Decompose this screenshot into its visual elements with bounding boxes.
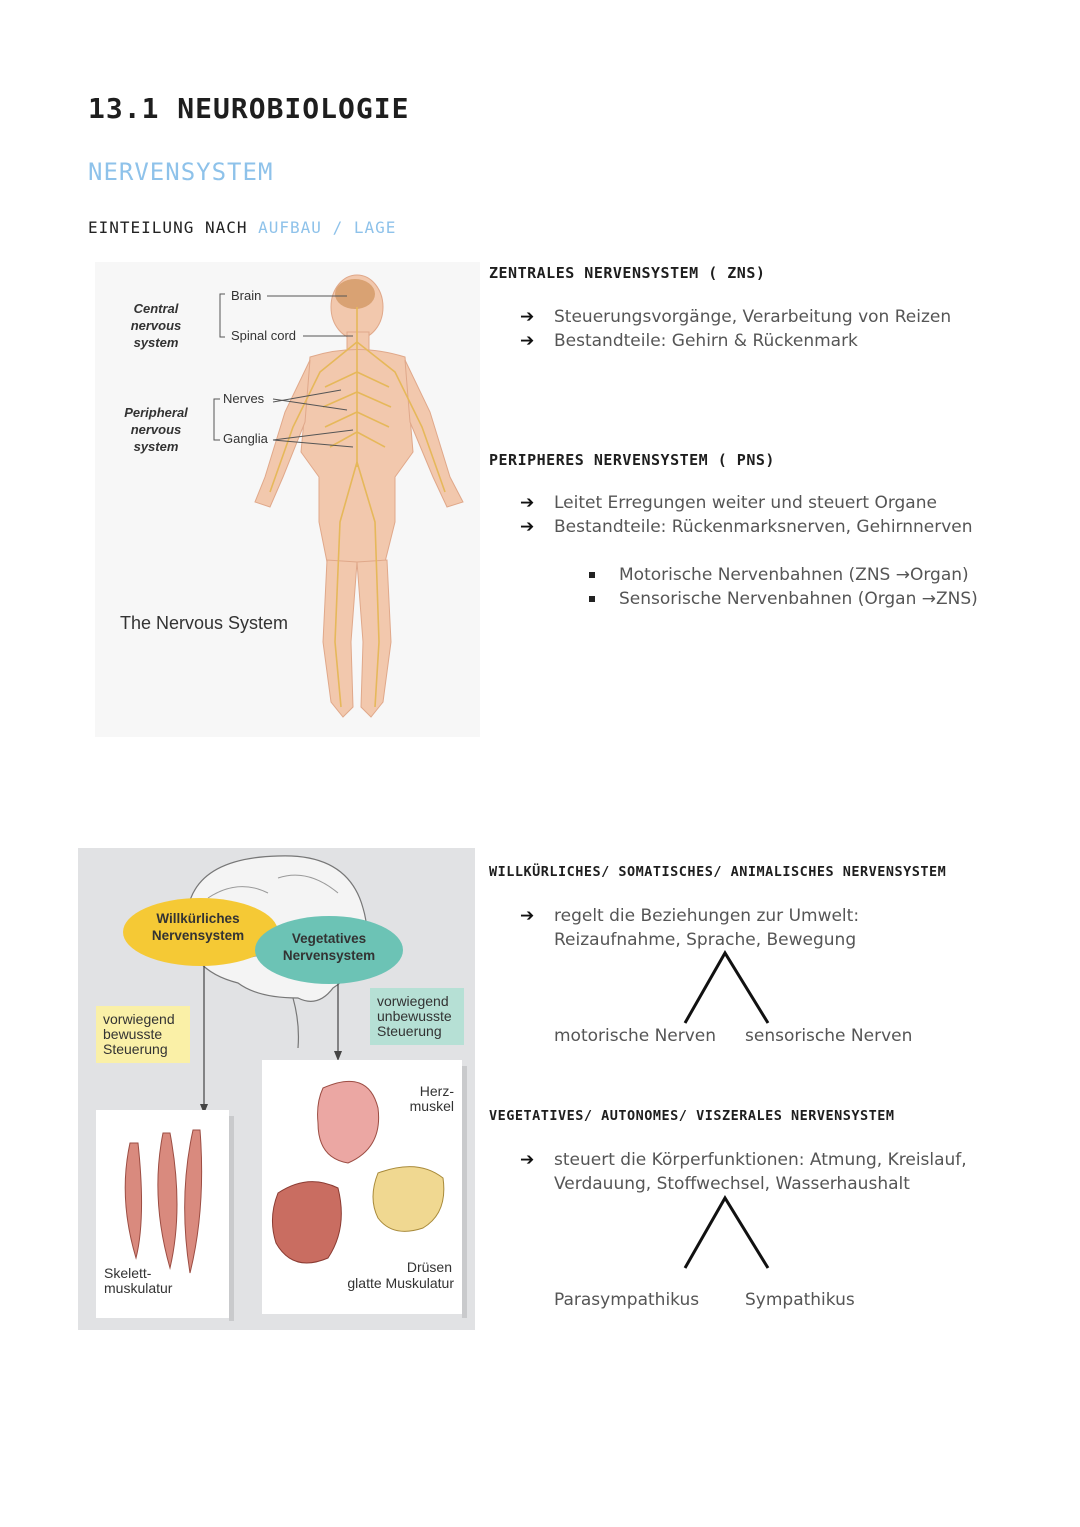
skelettmuskulatur-label: Skelett- muskulatur: [104, 1265, 173, 1296]
arrow-icon: ➔: [520, 1150, 535, 1170]
vegetativ-split-lines: [680, 1193, 775, 1273]
ganglia-label: Ganglia: [223, 431, 268, 446]
pns-heading: PERIPHERES NERVENSYSTEM ( PNS): [489, 451, 775, 469]
herzmuskel-label: Herz- muskel: [409, 1083, 454, 1114]
arrow-icon: ➔: [520, 307, 535, 327]
zns-heading: ZENTRALES NERVENSYSTEM ( ZNS): [489, 264, 766, 282]
druesen-label: Drüsen: [406, 1259, 452, 1275]
bullet-icon: [589, 572, 595, 578]
glatte-muskulatur-label: glatte Muskulatur: [347, 1275, 454, 1291]
nerves-label: Nerves: [223, 391, 265, 406]
vegetativ-point-2: Verdauung, Stoffwechsel, Wasserhaushalt: [554, 1174, 910, 1194]
zns-point-1: ➔ Steuerungsvorgänge, Verarbeitung von Reizen: [520, 307, 952, 327]
parasympathikus-label: Parasympathikus: [554, 1290, 700, 1310]
arrow-icon: ➔: [520, 517, 535, 537]
central-nervous-system-label: Central nervous system: [130, 301, 182, 350]
somatisch-point: ➔ regelt die Beziehungen zur Umwelt:: [520, 906, 860, 926]
vegetatives-label: Vegetatives Nervensystem: [282, 931, 376, 963]
arrow-icon: ➔: [520, 331, 535, 351]
section-title: NERVENSYSTEM: [88, 158, 274, 186]
page-title: 13.1 NEUROBIOLOGIE: [88, 92, 410, 125]
zns-point-2: ➔ Bestandteile: Gehirn & Rückenmark: [520, 331, 858, 351]
sympathikus-label: Sympathikus: [745, 1290, 855, 1310]
pns-subpoint-2: Sensorische Nervenbahnen (Organ →ZNS): [619, 587, 978, 611]
subsection-title: [88, 218, 396, 237]
arrow-icon: ➔: [520, 493, 535, 513]
brain-label: Brain: [231, 288, 262, 303]
spinal-cord-label: Spinal cord: [231, 328, 297, 343]
somatisch-point-2: Reizaufnahme, Sprache, Bewegung: [554, 930, 857, 950]
pns-point-2: ➔ Bestandteile: Rückenmarksnerven, Gehirnnerven: [520, 517, 973, 537]
unbewusste-steuerung-note: vorwiegend unbewusste Steuerung: [370, 988, 464, 1045]
subsection-prefix: EINTEILUNG NACH: [88, 218, 248, 237]
sensorische-nerven-label: sensorische Nerven: [745, 1026, 913, 1046]
vegetativ-heading: VEGETATIVES/ AUTONOMES/ VISZERALES NERVENSYSTEM: [489, 1108, 895, 1124]
vegetativ-point: ➔ steuert die Körperfunktionen: Atmung, Kreislauf,: [520, 1150, 967, 1170]
motorische-nerven-label: motorische Nerven: [554, 1026, 717, 1046]
subsection-highlight: AUFBAU / LAGE: [258, 218, 397, 237]
nervous-system-figure: [95, 262, 480, 737]
pns-subpoint-1: Motorische Nervenbahnen (ZNS →Organ): [619, 563, 969, 587]
figure-caption: The Nervous System: [120, 613, 289, 633]
somatisch-split-lines: [680, 948, 775, 1028]
willkuerliches-label: Willkürliches Nervensystem: [151, 911, 245, 943]
nervous-system-types-figure: [78, 848, 475, 1330]
pns-point-1: ➔ Leitet Erregungen weiter und steuert Organe: [520, 493, 937, 513]
somatisch-heading: WILLKÜRLICHES/ SOMATISCHES/ ANIMALISCHES NERVENSYSTEM: [489, 864, 947, 880]
bewusste-steuerung-note: vorwiegend bewusste Steuerung: [96, 1006, 190, 1063]
bullet-icon: [589, 596, 595, 602]
peripheral-nervous-system-label: Peripheral nervous system: [124, 405, 188, 454]
arrow-icon: ➔: [520, 906, 535, 926]
